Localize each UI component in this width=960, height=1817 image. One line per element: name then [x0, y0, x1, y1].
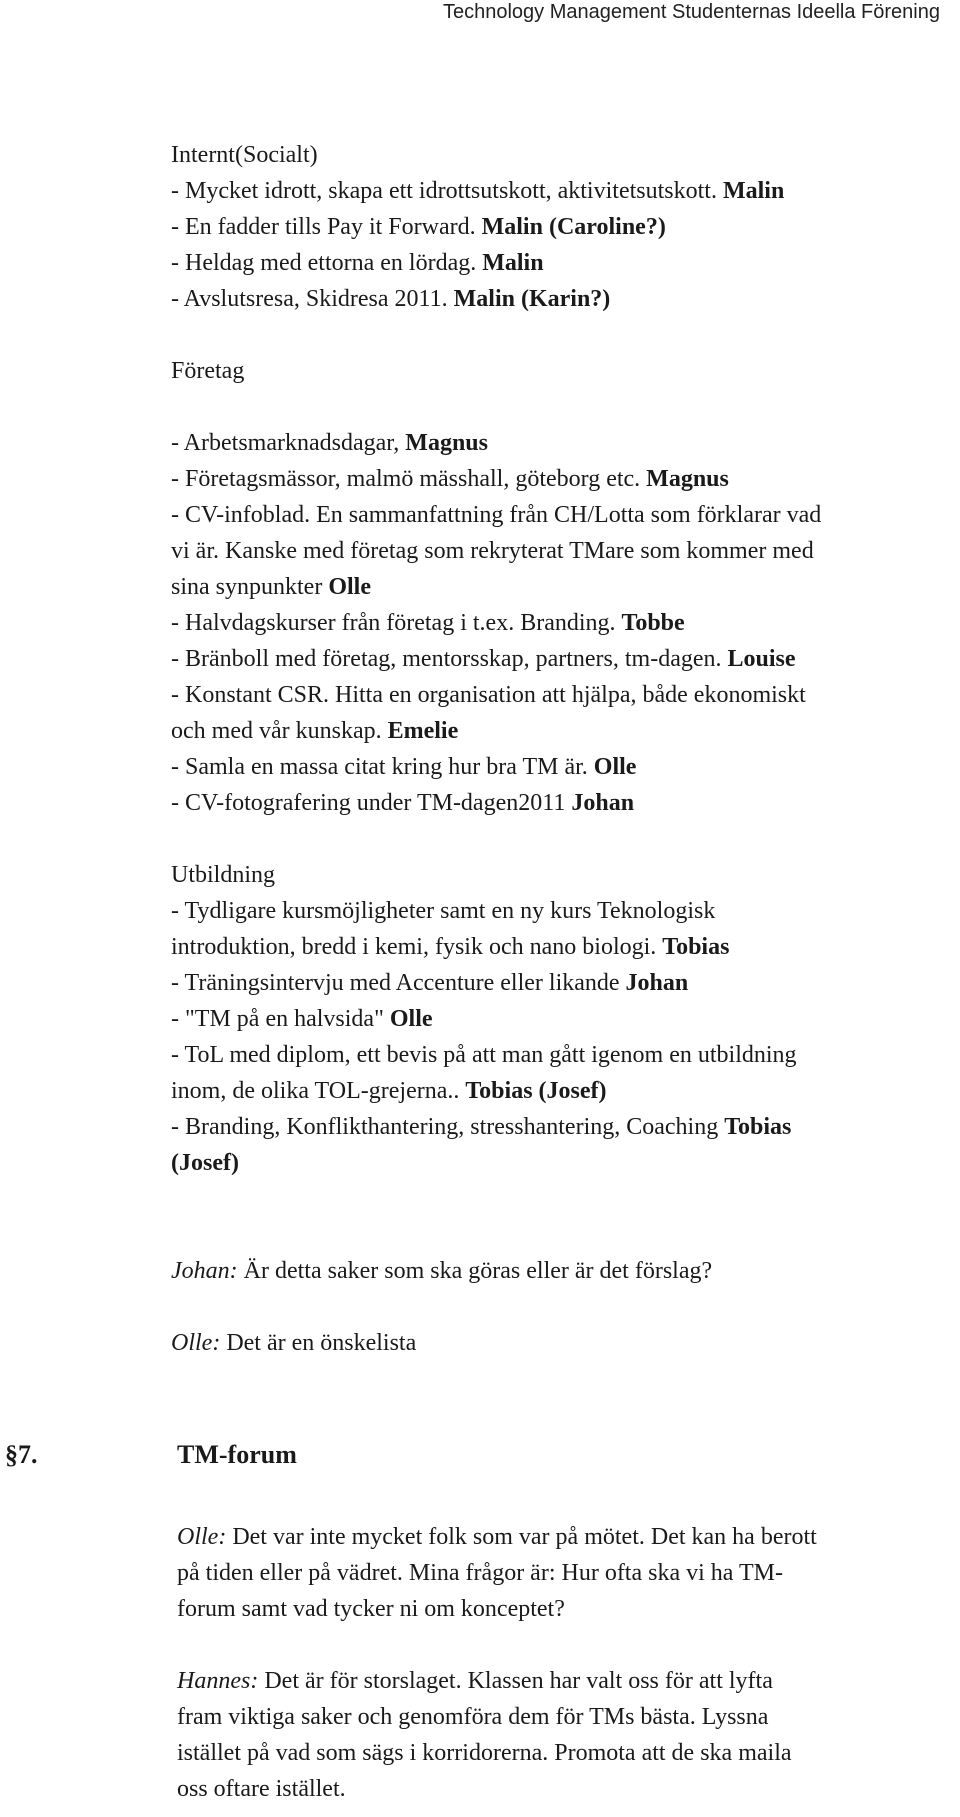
speech-text: oss oftare istället.: [177, 1776, 346, 1802]
speech-text: på tiden eller på vädret. Mina frågor är: Hur ofta ska vi ha TM-: [177, 1560, 783, 1586]
list-item: [171, 785, 960, 821]
speech-text: istället på vad som sägs i korridorerna. Promota att de ska maila: [177, 1740, 792, 1766]
speaker-name: Hannes:: [177, 1668, 259, 1694]
item-owner: Johan: [625, 970, 689, 996]
list-item: [171, 929, 960, 965]
item-text: introduktion, bredd i kemi, fysik och nano biologi.: [171, 934, 657, 960]
discussion-line: [171, 1253, 960, 1289]
speech-text: forum samt vad tycker ni om konceptet?: [177, 1596, 565, 1622]
item-text: - Konstant CSR. Hitta en organisation att hjälpa, både ekonomiskt: [171, 682, 806, 708]
list-item: [171, 1145, 960, 1181]
speech-text: Det är en önskelista: [226, 1330, 417, 1356]
list-item: [171, 1037, 960, 1073]
item-owner: Olle: [389, 1006, 433, 1032]
item-text: - Företagsmässor, malmö mässhall, göteborg etc.: [171, 466, 641, 492]
item-text: - Branding, Konflikthantering, stresshantering, Coaching: [171, 1114, 719, 1140]
item-text: - Arbetsmarknadsdagar,: [171, 430, 400, 456]
item-owner: Olle: [593, 754, 637, 780]
item-owner: Johan: [571, 790, 635, 816]
list-item: [171, 497, 960, 533]
discussion-line: [177, 1771, 960, 1807]
item-text: - Avslutsresa, Skidresa 2011.: [171, 286, 448, 312]
item-text: - Samla en massa citat kring hur bra TM är.: [171, 754, 588, 780]
list-item: [171, 209, 960, 245]
list-item: [171, 569, 960, 605]
item-text: - CV-infoblad. En sammanfattning från CH/Lotta som förklarar vad: [171, 502, 822, 528]
section-heading-internt: Internt(Socialt): [171, 142, 318, 168]
item-text: - Halvdagskurser från företag i t.ex. Branding.: [171, 610, 616, 636]
item-text: inom, de olika TOL-grejerna..: [171, 1078, 460, 1104]
item-owner: Tobias (Josef): [465, 1078, 607, 1104]
item-text: - "TM på en halvsida": [171, 1006, 384, 1032]
speech-text: Det är för storslaget. Klassen har valt oss för att lyfta: [264, 1668, 773, 1694]
list-item: [171, 533, 960, 569]
discussion-line: [177, 1555, 960, 1591]
list-item: [171, 1109, 960, 1145]
item-owner: Malin (Caroline?): [481, 214, 666, 240]
list-item: [171, 893, 960, 929]
item-text: - Tydligare kursmöjligheter samt en ny kurs Teknologisk: [171, 898, 716, 924]
section-heading-foretag: Företag: [171, 358, 245, 384]
list-item: [171, 245, 960, 281]
discussion-line: [177, 1591, 960, 1627]
discussion-line: [177, 1735, 960, 1771]
list-item: [171, 425, 960, 461]
list-item: [171, 749, 960, 785]
item-owner: Tobbe: [621, 610, 685, 636]
item-owner: Magnus: [405, 430, 488, 456]
item-owner: Olle: [328, 574, 371, 600]
list-item: [171, 713, 960, 749]
item-owner: Malin: [482, 250, 544, 276]
item-text: - Bränboll med företag, mentorsskap, partners, tm-dagen.: [171, 646, 722, 672]
section-heading-utbildning: Utbildning: [171, 862, 276, 888]
item-text: - Träningsintervju med Accenture eller likande: [171, 970, 620, 996]
item-text: - En fadder tills Pay it Forward.: [171, 214, 476, 240]
list-item: [171, 173, 960, 209]
discussion-line: [171, 1325, 960, 1361]
item-owner: Magnus: [646, 466, 729, 492]
list-item: [171, 677, 960, 713]
item-owner: (Josef): [171, 1150, 239, 1176]
section-7-body: [177, 1519, 960, 1807]
item-text: - ToL med diplom, ett bevis på att man gått igenom en utbildning: [171, 1042, 797, 1068]
speaker-name: Olle:: [177, 1524, 227, 1550]
item-owner: Tobias: [662, 934, 730, 960]
speech-text: Är detta saker som ska göras eller är det förslag?: [243, 1258, 713, 1284]
speech-text: Det var inte mycket folk som var på mötet. Det kan ha berott: [232, 1524, 817, 1550]
page-header: Technology Management Studenternas Ideella Förening: [443, 1, 940, 23]
item-owner: Tobias: [724, 1114, 792, 1140]
list-item: [171, 461, 960, 497]
speech-text: fram viktiga saker och genomföra dem för TMs bästa. Lyssna: [177, 1704, 769, 1730]
item-owner: Malin: [722, 178, 785, 204]
speaker-name: Olle:: [171, 1330, 221, 1356]
section-number: §7.: [5, 1440, 38, 1469]
list-item: [171, 965, 960, 1001]
list-item: [171, 641, 960, 677]
discussion-line: [177, 1663, 960, 1699]
item-owner: Emelie: [387, 718, 459, 744]
speaker-name: Johan:: [171, 1258, 238, 1284]
item-text: - CV-fotografering under TM-dagen2011: [171, 790, 566, 816]
list-item: [171, 1001, 960, 1037]
item-text: sina synpunkter: [171, 574, 323, 600]
list-item: [171, 605, 960, 641]
item-text: och med vår kunskap.: [171, 718, 382, 744]
discussion-line: [177, 1699, 960, 1735]
document-body: [171, 137, 960, 1361]
item-text: - Heldag med ettorna en lördag.: [171, 250, 477, 276]
item-text: - Mycket idrott, skapa ett idrottsutskott, aktivitetsutskott.: [171, 178, 717, 204]
list-item: [171, 1073, 960, 1109]
discussion-line: [177, 1519, 960, 1555]
list-item: [171, 281, 960, 317]
item-owner: Louise: [727, 646, 796, 672]
item-text: vi är. Kanske med företag som rekryterat TMare som kommer med: [171, 538, 814, 564]
item-owner: Malin (Karin?): [453, 286, 611, 312]
section-title: TM-forum: [177, 1440, 297, 1469]
